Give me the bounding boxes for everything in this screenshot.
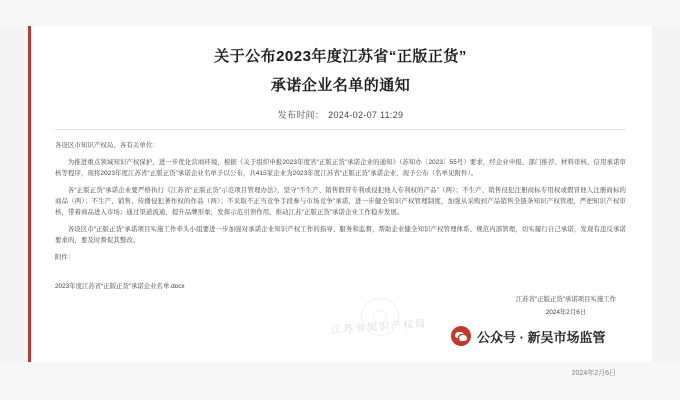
paragraph-4: 各设区市“正版正货”承诺项目实施工作牵头小组要进一步加强对承诺企业知识产权工作的指导、服务和监督，帮助企业健全知识产权管理体系、规范内部管理，切实履行自己承诺，发现有违反承诺要求的，要及时督促其整改。 [55, 226, 626, 244]
document-body [28, 26, 652, 377]
document-content [31, 26, 652, 292]
document-text [55, 140, 626, 246]
paragraph-3: 各“正版正货”承诺企业要严格执行《江苏省“正版正货”示范项目管理办法》，坚守“不生产、销售假冒专利或侵犯他人专利权的产品”（两）；不生产、销售侵犯注册商标专用权或假冒他人注册商标的商品（两）；不生产、销售、传播侵犯著作权的作品（两）；不采取不正当竞争手段参与市场竞争”承诺，进一步健全知识产权管理制度，加强从采购到产品销售全链条知识产权管理，严把知识产权审核，带着商品进入市场；通过渠道流通、提升品牌形象，发挥示范引领作用，推动江苏“正版正货”承诺企业工作稳步发展。 [55, 187, 626, 216]
signature-date: 2024年2月6日 [545, 309, 587, 316]
page-title-line2: 承诺企业名单的通知 [270, 77, 411, 94]
paragraph-2: 为推进重点领域知识产权保护，进一步优化营商环境，根据《关于组织申报2023年度省“正版正货”承诺企业的通知》（苏知办〔2023〕55号）要求，经企业申报、部门推荐、材料审核、信用承诺审核等程序，现将2023年度江苏省“正版正货”承诺企业名单予以公布，共415家企业为2023年度江苏省“正版正货”承诺企业，现予公布（名单见附件）。 [55, 159, 626, 177]
divider [55, 129, 626, 130]
publish-time [55, 108, 626, 121]
publish-time-label: 发布时间： [277, 110, 325, 120]
account-name: 公众号 · 新吴市场监管 [477, 329, 606, 345]
paragraph-1: 各设区市知识产权局、各有关单位： [55, 142, 159, 149]
wechat-icon [451, 326, 471, 346]
footer-date: 2024年2月6日 [571, 370, 616, 377]
attachment-label: 附件： [55, 254, 75, 261]
document-signature [516, 294, 616, 318]
watermark-text: 江苏省知识产权局 [330, 318, 428, 337]
account-overlay[interactable] [451, 326, 606, 346]
top-band [0, 0, 680, 26]
page-title: 关于公布2023年度江苏省“正版正货” [214, 48, 467, 65]
attachment-file-link[interactable]: 2023年度江苏省“正版正货”承诺企业名单.docx [55, 283, 185, 290]
signature-organization: 江苏省“正版正货”承诺项目实施工作 [515, 296, 616, 303]
publish-time-value: 2024-02-07 11:29 [328, 110, 404, 120]
